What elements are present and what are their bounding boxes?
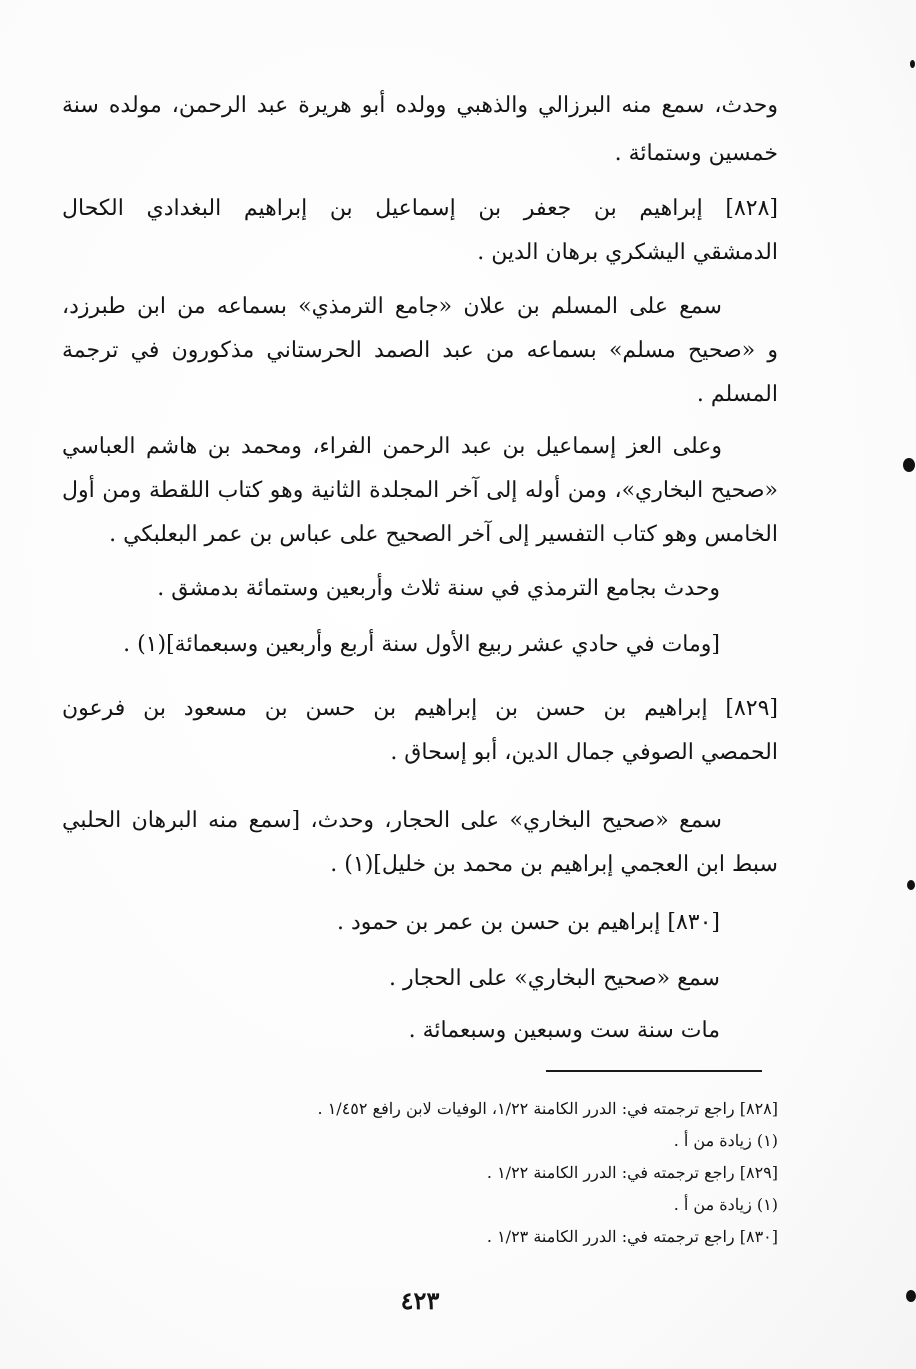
entry-heading-828: [٨٢٨] إبراهيم بن جعفر بن إسماعيل بن إبراهيم البغدادي الكحال — [62, 196, 778, 221]
body-line: سبط ابن العجمي إبراهيم بن محمد بن خليل](١) . — [330, 852, 778, 877]
footnote: (١) زيادة من أ . — [673, 1195, 778, 1214]
page-number: ٤٢٣ — [400, 1286, 440, 1315]
footnote: [٨٢٨] راجع ترجمته في: الدرر الكامنة ١/٢٢، الوفيات لابن رافع ١/٤٥٢ . — [317, 1099, 778, 1118]
body-line: المسلم . — [696, 382, 778, 407]
footnote-separator — [546, 1070, 762, 1072]
footnote: (١) زيادة من أ . — [673, 1131, 778, 1150]
body-line: سمع على المسلم بن علان «جامع الترمذي» بسماعه من ابن طبرزد، — [62, 294, 722, 319]
body-line: الخامس وهو كتاب التفسير إلى آخر الصحيح على عباس بن عمر البعلبكي . — [109, 522, 778, 547]
body-line: مات سنة ست وسبعين وسبعمائة . — [408, 1018, 720, 1043]
body-line: و «صحيح مسلم» بسماعه من عبد الصمد الحرستاني مذكورون في ترجمة — [62, 338, 778, 363]
body-line: وعلى العز إسماعيل بن عبد الرحمن الفراء، ومحمد بن هاشم العباسي — [62, 434, 722, 459]
scan-mark — [907, 880, 915, 890]
entry-heading-829: [٨٢٩] إبراهيم بن حسن بن إبراهيم بن حسن بن مسعود بن فرعون — [62, 696, 778, 721]
footnote: [٨٢٩] راجع ترجمته في: الدرر الكامنة ١/٢٢ . — [486, 1163, 778, 1182]
scan-mark — [903, 458, 915, 472]
body-line: سمع «صحيح البخاري» على الحجار، وحدث، [سمع منه البرهان الحلبي — [62, 808, 722, 833]
entry-heading-830: [٨٣٠] إبراهيم بن حسن بن عمر بن حمود . — [337, 910, 720, 935]
body-line: «صحيح البخاري»، ومن أوله إلى آخر المجلدة الثانية وهو كتاب اللقطة ومن أول — [62, 478, 778, 503]
body-line: [ومات في حادي عشر ربيع الأول سنة أربع وأربعين وسبعمائة](١) . — [123, 632, 720, 657]
body-line: وحدث، سمع منه البرزالي والذهبي وولده أبو هريرة عبد الرحمن، مولده سنة — [62, 93, 778, 118]
body-line: خمسين وستمائة . — [614, 141, 778, 166]
body-line: الحمصي الصوفي جمال الدين، أبو إسحاق . — [390, 740, 778, 765]
footnote: [٨٣٠] راجع ترجمته في: الدرر الكامنة ١/٢٣ . — [486, 1227, 778, 1246]
scan-mark — [906, 1290, 916, 1302]
body-line: سمع «صحيح البخاري» على الحجار . — [389, 966, 720, 991]
body-line: وحدث بجامع الترمذي في سنة ثلاث وأربعين وستمائة بدمشق . — [157, 576, 720, 601]
scan-mark — [910, 60, 915, 68]
body-line: الدمشقي اليشكري برهان الدين . — [477, 240, 778, 265]
